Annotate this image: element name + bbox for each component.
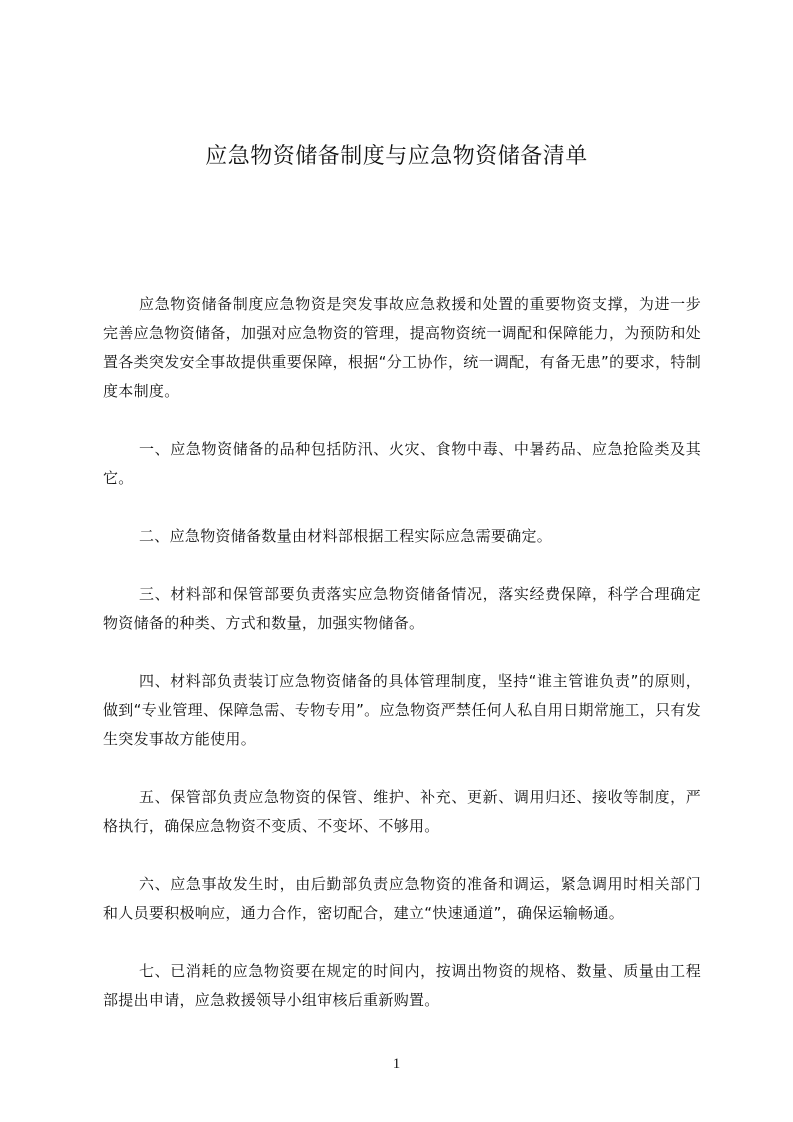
intro-paragraph: 应急物资储备制度应急物资是突发事故应急救援和处置的重要物资支撑，为进一步完善应急物资储备，加强对应急物资的管理，提高物资统一调配和保障能力，为预防和处置各类突发安全事故提供重要保障，根据“分工协作，统一调配，有备无患”的要求，特制度本制度。: [103, 295, 701, 400]
clause-5-paragraph: 五、保管部负责应急物资的保管、维护、补充、更新、调用归还、接收等制度，严格执行，确保应急物资不变质、不变坏、不够用。: [103, 788, 701, 835]
clause-6-paragraph: 六、应急事故发生时，由后勤部负责应急物资的准备和调运，紧急调用时相关部门和人员要积极响应，通力合作，密切配合，建立“快速通道”，确保运输畅通。: [103, 875, 701, 922]
document-body: [103, 290, 701, 1044]
clause-7-paragraph: 七、已消耗的应急物资要在规定的时间内，按调出物资的规格、数量、质量由工程部提出申请，应急救援领导小组审核后重新购置。: [103, 962, 701, 1009]
document-title: 应急物资储备制度与应急物资储备清单: [205, 144, 588, 169]
clause-4-paragraph: 四、材料部负责装订应急物资储备的具体管理制度，坚持“谁主管谁负责”的原则，做到“专业管理、保障急需、专物专用”。应急物资严禁任何人私自用日期常施工，只有发生突发事故方能使用。: [103, 672, 701, 748]
clause-2-paragraph: 二、应急物资储备数量由材料部根据工程实际应急需要确定。: [139, 527, 553, 545]
page-number: 1: [392, 1056, 401, 1072]
clause-1-paragraph: 一、应急物资储备的品种包括防汛、火灾、食物中毒、中暑药品、应急抢险类及其它。: [103, 440, 701, 487]
clause-3-paragraph: 三、材料部和保管部要负责落实应急物资储备情况，落实经费保障，科学合理确定物资储备的种类、方式和数量，加强实物储备。: [103, 585, 701, 632]
